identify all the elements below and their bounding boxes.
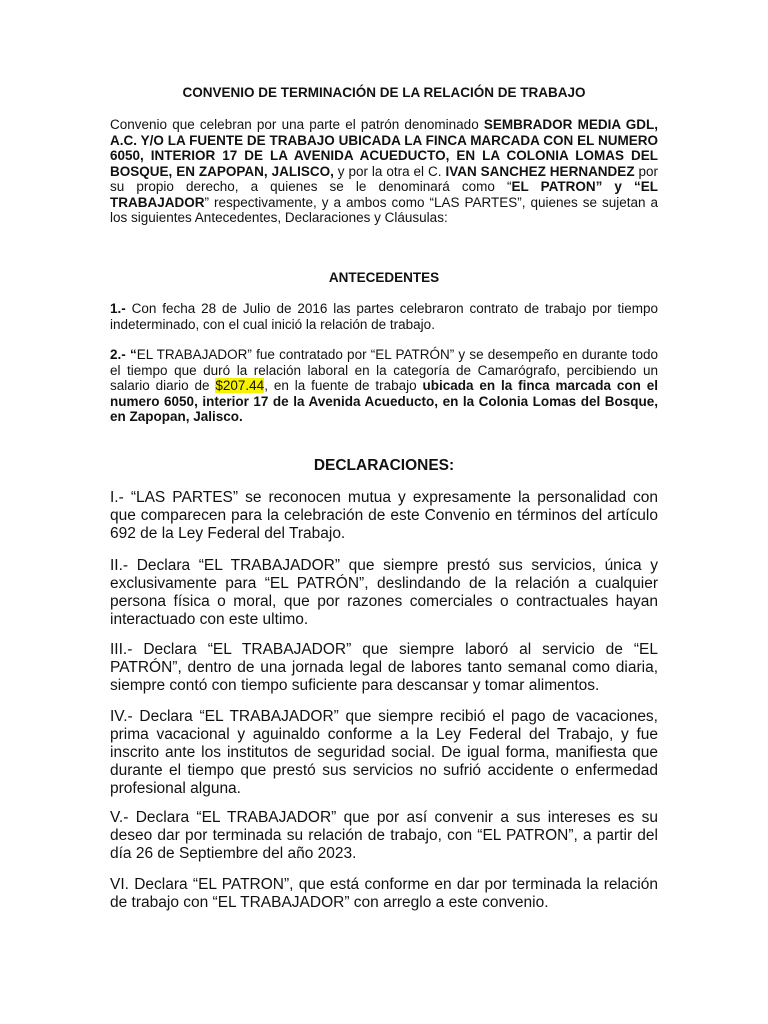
declaracion-5: V.- Declara “EL TRABAJADOR” que por así convenir a sus intereses es su deseo dar por terminada su relación de trabajo, con “EL PATRON”, a partir del día 26 de Septiembre del año 2023. — [110, 809, 658, 862]
intro-text-3: por su propio derecho, a quienes se le denominará como “ — [110, 163, 659, 194]
intro-text-1: Convenio que celebran por una parte el patrón denominado — [110, 117, 484, 132]
declaracion-3: III.- Declara “EL TRABAJADOR” que siempre laboró al servicio de “EL PATRÓN”, dentro de una jornada legal de labores tanto semanal como diaria, siempre contó con tiempo suficiente para descansar y tomar alimentos. — [110, 641, 658, 694]
antecedente-1 — [110, 301, 658, 332]
intro-company: SEMBRADOR MEDIA GDL, A.C. Y/O LA FUENTE DE TRABAJO UBICADA LA FINCA MARCADA CON EL NUMERO 6050, INTERIOR 17 DE LA AVENIDA ACUEDUCTO, EN LA COLONIA LOMAS DEL BOSQUE, EN ZAPOPAN, JALISCO, — [110, 117, 658, 179]
declaracion-6: VI. Declara “EL PATRON”, que está conforme en dar por terminada la relación de trabajo con “EL TRABAJADOR” con arreglo a este convenio. — [110, 876, 658, 911]
intro-worker-name: IVAN SANCHEZ HERNANDEZ — [445, 163, 635, 179]
declaraciones-heading: DECLARACIONES: — [313, 457, 455, 474]
declaracion-1: I.- “LAS PARTES” se reconocen mutua y expresamente la personalidad con que comparecen para la celebración de este Convenio en términos del artículo 692 de la Ley Federal del Trabajo. — [110, 489, 658, 542]
intro-text-2: y por la otra el C. — [333, 163, 446, 179]
intro-text-4: ” respectivamente, y a ambos como “LAS PARTES”, quienes se sujetan a los siguientes Antecedentes, Declaraciones y Cláusulas: — [110, 194, 658, 225]
salary-highlight: $207.44 — [215, 378, 265, 393]
declaracion-2: II.- Declara “EL TRABAJADOR” que siempre prestó sus servicios, única y exclusivamente para “EL PATRÓN”, deslindando de la relación a cualquier persona física o moral, que por razones comerciales o contractuales hayan interactuado con este ultimo. — [110, 557, 658, 628]
document-title: CONVENIO DE TERMINACIÓN DE LA RELACIÓN DE TRABAJO — [182, 85, 586, 100]
antecedentes-heading: ANTECEDENTES — [328, 270, 440, 285]
intro-parties: EL PATRON” y “EL TRABAJADOR — [110, 179, 659, 210]
antecedente-1-text: Con fecha 28 de Julio de 2016 las partes celebraron contrato de trabajo por tiempo indeterminado, con el cual inició la relación de trabajo. — [110, 301, 658, 332]
antecedente-2-text-2: , en la fuente de trabajo — [264, 378, 423, 393]
antecedente-2-number: 2.- “ — [110, 347, 137, 362]
declaracion-4: IV.- Declara “EL TRABAJADOR” que siempre recibió el pago de vacaciones, prima vacacional y aguinaldo conforme a la Ley Federal del Trabajo, y fue inscrito ante los institutos de seguridad social. De igual forma, manifiesta que durante el tiempo que prestó sus servicios no sufrió accidente o enfermedad profesional alguna. — [110, 708, 658, 797]
intro-paragraph — [110, 117, 658, 226]
antecedente-1-number: 1.- — [110, 301, 126, 316]
antecedente-2-address: ubicada en la finca marcada con el numero 6050, interior 17 de la Avenida Acueducto, en la Colonia Lomas del Bosque, en Zapopan, Jalisco. — [110, 378, 658, 424]
antecedente-2 — [110, 347, 658, 425]
antecedente-2-text-1: EL TRABAJADOR” fue contratado por “EL PATRÓN” y se desempeño en durante todo el tiempo que duró la relación laboral en la categoría de Camarógrafo, percibiendo un salario diario de — [110, 347, 658, 393]
